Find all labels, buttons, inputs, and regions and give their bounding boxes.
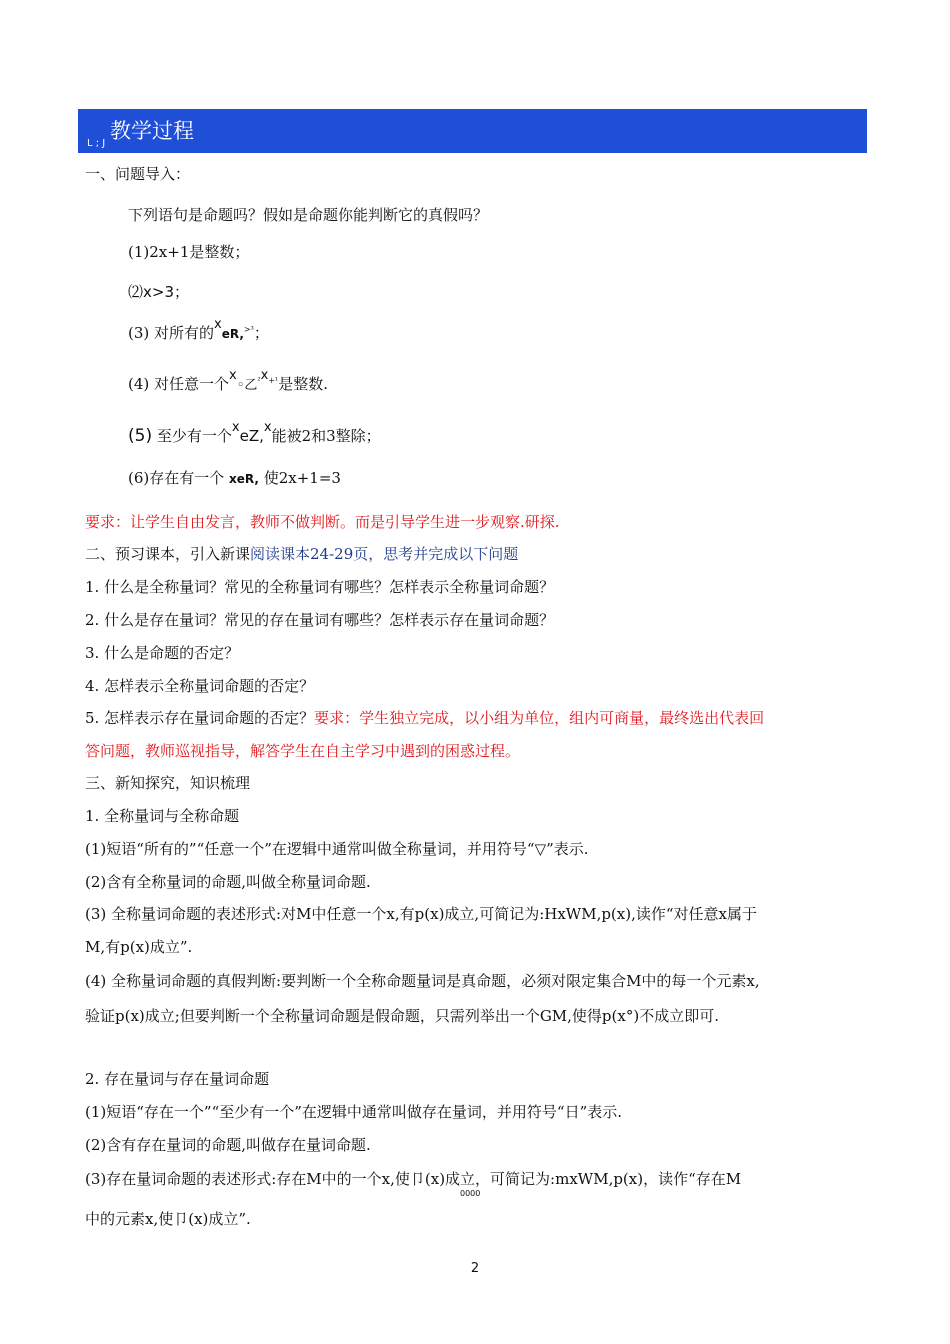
- intro-question: 下列语句是命题吗？假如是命题你能判断它的真假吗？: [128, 206, 489, 224]
- section-title: 教学过程: [110, 119, 194, 143]
- statement-4-end: 是整数.: [278, 375, 329, 393]
- requirement-note-1: 要求：让学生自由发言，教师不做判断。而是引导学生进一步观察.研探.: [85, 513, 560, 531]
- requirement-note-2-cont: 答问题，教师巡视指导，解答学生在自主学习中遇到的困惑过程。: [85, 742, 521, 760]
- heading-problem-intro: 一、问题导入：: [85, 165, 191, 183]
- heading-preview-task: 阅读课本24-29页，思考并完成以下问题: [250, 545, 519, 563]
- existential-para-3-cont: 中的元素x,使卩(x)成立”.: [85, 1210, 251, 1228]
- statement-6-end: 使2x+1=3: [263, 469, 341, 487]
- statement-5-set: eZ,: [239, 427, 264, 445]
- subheading-universal: 1. 全称量词与全称命题: [85, 807, 240, 825]
- statement-5-text: 至少有一个: [156, 427, 232, 445]
- heading-preview-text: 二、预习课本，引入新课: [85, 545, 251, 563]
- heading-preview: [85, 544, 518, 564]
- universal-para-4-cont: 验证p(x)成立;但要判断一个全称量词命题是假命题，只需列举出一个GM,使得p(x°)不成立即可.: [85, 1007, 719, 1025]
- variable-x: x: [260, 368, 269, 383]
- preview-question-3: 3. 什么是命题的否定？: [85, 644, 240, 662]
- preview-question-4: 4. 怎样表示全称量词命题的否定？: [85, 677, 315, 695]
- statement-4-exp: ²: [257, 376, 261, 385]
- statement-5-num: (5): [128, 426, 153, 446]
- statement-4-plus: +¹: [268, 376, 279, 385]
- statement-6: [128, 468, 341, 489]
- preview-question-1: 1. 什么是全称量词？常见的全称量词有哪些？怎样表示全称量词命题？: [85, 578, 555, 596]
- heading-new-knowledge: 三、新知探究，知识梳理: [85, 774, 251, 792]
- statement-6-set: xeR,: [229, 472, 259, 486]
- statement-3-end: ；: [253, 324, 269, 342]
- section-header-bar: [78, 109, 867, 153]
- variable-x: x: [229, 368, 237, 383]
- preview-question-2: 2. 什么是存在量词？常见的存在量词有哪些？怎样表示存在量词命题？: [85, 611, 555, 629]
- variable-x: x: [231, 420, 240, 435]
- statement-2: ⑵x>3；: [128, 283, 189, 301]
- universal-para-1: (1)短语“所有的”“任意一个”在逻辑中通常叫做全称量词，并用符号“▽”表示.: [85, 840, 589, 858]
- statement-4-text: (4) 对任意一个: [128, 375, 230, 393]
- statement-1: (1)2x+1是整数；: [128, 243, 250, 261]
- existential-para-2: (2)含有存在量词的命题,叫做存在量词命题.: [85, 1136, 371, 1154]
- universal-para-2: (2)含有全称量词的命题,叫做全称量词命题.: [85, 873, 371, 891]
- statement-3-cond: >³: [243, 325, 254, 334]
- statement-3-set: eR,: [221, 327, 244, 341]
- variable-x: x: [263, 420, 272, 435]
- statement-4-set: ◦乙: [236, 378, 258, 393]
- statement-6-text: (6)存在有一个: [128, 469, 225, 487]
- preview-question-5: [85, 708, 764, 728]
- header-mark: L ; J: [87, 138, 106, 149]
- preview-question-5-text: 5. 怎样表示存在量词命题的否定？: [85, 709, 315, 727]
- existential-para-1: (1)短语“存在一个”“至少有一个”在逻辑中通常叫做存在量词，并用符号“日”表示.: [85, 1103, 623, 1121]
- statement-5-end: 能被2和3整除；: [271, 427, 381, 445]
- subscript-note: 0000: [460, 1189, 481, 1198]
- universal-para-3-cont: M,有p(x)成立”.: [85, 938, 193, 956]
- statement-3: [128, 317, 269, 346]
- existential-para-3: (3)存在量词命题的表述形式:存在M中的一个x,使卩(x)成立，可简记为:mxWM,p(x)，读作“存在M: [85, 1170, 742, 1188]
- requirement-note-2: 要求：学生独立完成，以小组为单位，组内可商量，最终选出代表回: [314, 709, 765, 727]
- page-number: 2: [470, 1261, 480, 1276]
- variable-x: x: [214, 317, 222, 332]
- statement-4: [128, 368, 329, 397]
- statement-3-text: (3) 对所有的: [128, 324, 215, 342]
- universal-para-4: (4) 全称量词命题的真假判断:要判断一个全称命题量词是真命题，必须对限定集合M中的每一个元素x,: [85, 972, 760, 990]
- subheading-existential: 2. 存在量词与存在量词命题: [85, 1070, 270, 1088]
- universal-para-3: (3) 全称量词命题的表述形式:对M中任意一个x,有p(x)成立,可简记为:HxWM,p(x),读作“对任意x属于: [85, 905, 757, 923]
- statement-5: [128, 420, 381, 448]
